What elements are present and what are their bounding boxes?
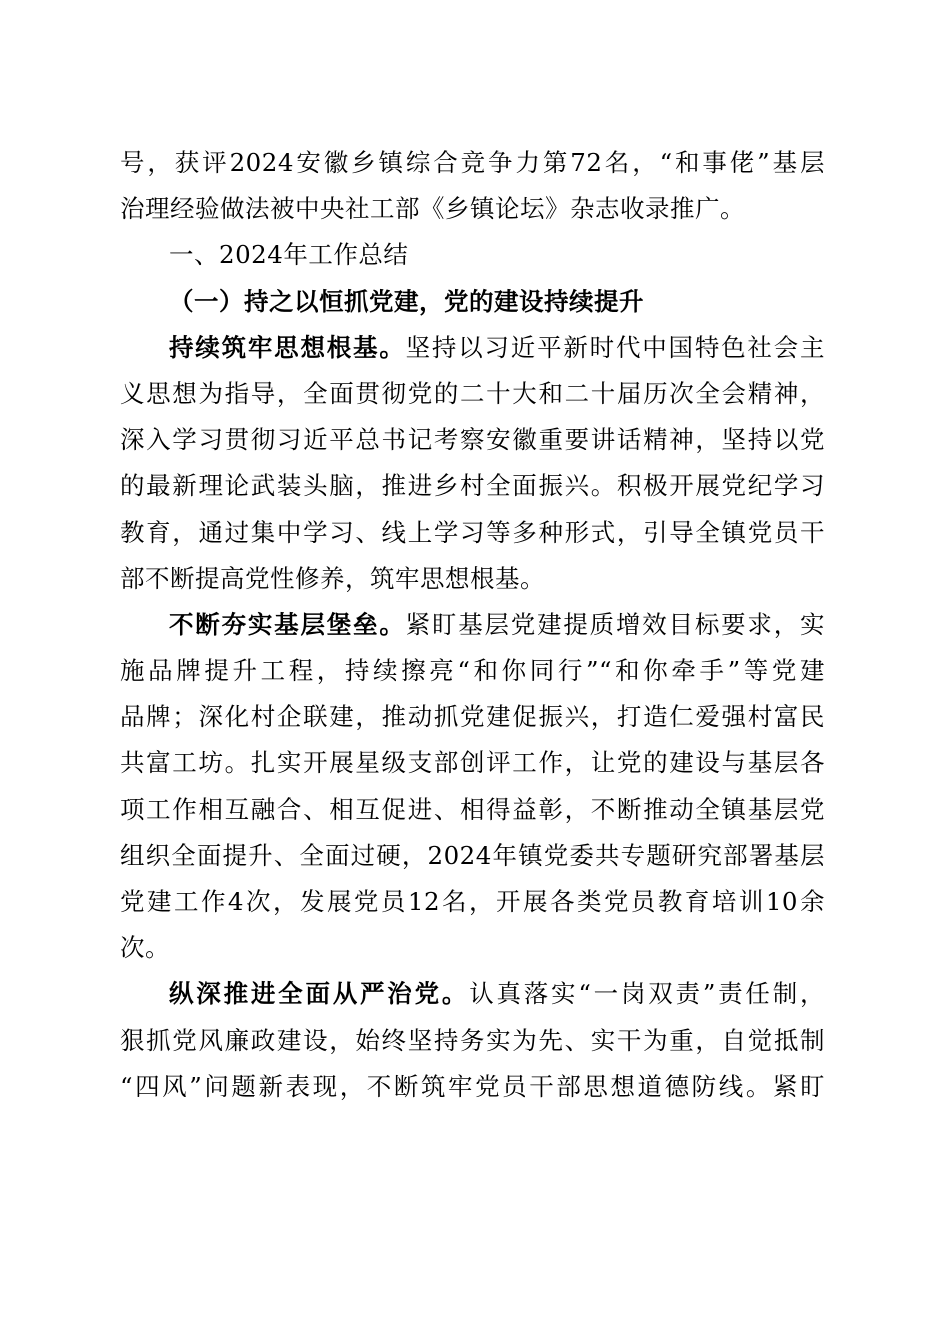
- text-line: 施品牌提升工程，持续擦亮“和你同行”“和你牵手”等党建: [120, 656, 825, 686]
- paragraph-first-line: [120, 325, 825, 371]
- paragraph-ideology: [120, 325, 825, 602]
- section-heading: 一、2024年工作总结: [169, 240, 409, 270]
- text-line: 党建工作4次，发展党员12名，开展各类党员教育培训10余: [120, 887, 825, 916]
- text-line: 教育，通过集中学习、线上学习等多种形式，引导全镇党员干: [120, 517, 825, 547]
- subsection-heading: （一）持之以恒抓党建，党的建设持续提升: [169, 286, 644, 316]
- text-line: 次。: [120, 933, 170, 963]
- text-line: 狠抓党风廉政建设，始终坚持务实为先、实干为重，自觉抵制: [120, 1025, 825, 1055]
- text-line: 部不断提高党性修养，筑牢思想根基。: [120, 563, 545, 593]
- paragraph-lead: 纵深推进全面从严治党。: [169, 979, 470, 1009]
- paragraph-grassroots: [120, 602, 825, 972]
- text-line: 品牌；深化村企联建，推动抓党建促振兴，打造仁爱强村富民: [120, 702, 825, 732]
- text-line: 义思想为指导，全面贯彻党的二十大和二十届历次全会精神，: [120, 378, 825, 408]
- text-line: 号，获评2024安徽乡镇综合竞争力第72名，“和事佬”基层: [120, 148, 825, 177]
- paragraph-text: 紧盯基层党建提质增效目标要求，实: [405, 609, 825, 639]
- text-line: 组织全面提升、全面过硬，2024年镇党委共专题研究部署基层: [120, 840, 825, 870]
- text-line: 深入学习贯彻习近平总书记考察安徽重要讲话精神，坚持以党: [120, 425, 825, 455]
- paragraph-lead: 不断夯实基层堡垒。: [169, 609, 406, 639]
- text-line: 共富工坊。扎实开展星级支部创评工作，让党的建设与基层各: [120, 748, 825, 778]
- paragraph-text: 坚持以习近平新时代中国特色社会主: [405, 332, 825, 362]
- text-line: “四风”问题新表现，不断筑牢党员干部思想道德防线。紧盯: [120, 1071, 825, 1101]
- document-page: [120, 140, 825, 1110]
- paragraph-first-line: [120, 602, 825, 648]
- intro-paragraph: [120, 140, 825, 232]
- paragraph-lead: 持续筑牢思想根基。: [169, 332, 406, 362]
- paragraph-first-line: [120, 971, 825, 1017]
- text-line: 项工作相互融合、相互促进、相得益彰，不断推动全镇基层党: [120, 794, 825, 824]
- paragraph-text: 认真落实“一岗双责”责任制，: [469, 979, 825, 1009]
- paragraph-discipline: [120, 971, 825, 1110]
- text-line: 的最新理论武装头脑，推进乡村全面振兴。积极开展党纪学习: [120, 471, 825, 501]
- text-line: 治理经验做法被中央社工部《乡镇论坛》杂志收录推广。: [120, 194, 745, 224]
